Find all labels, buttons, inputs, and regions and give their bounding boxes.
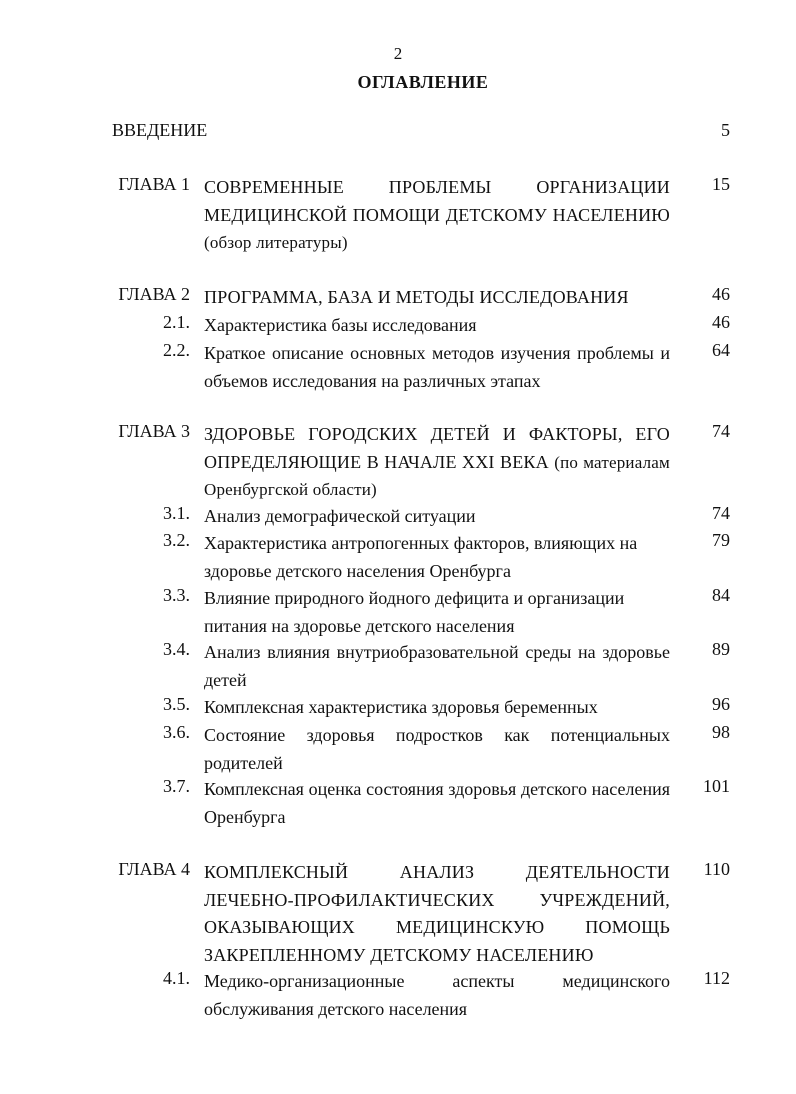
section-page: 84 xyxy=(712,585,730,605)
chapter-number: ГЛАВА 1 xyxy=(118,174,190,194)
chapter-title: КОМПЛЕКСНЫЙ АНАЛИЗ ДЕЯТЕЛЬНОСТИ ЛЕЧЕБНО-ПРОФИЛАКТИЧЕСКИХ УЧРЕЖДЕНИЙ, ОКАЗЫВАЮЩИХ МЕДИЦИНСКУЮ ПОМОЩЬ ЗАКРЕПЛЕННОМУ ДЕТСКОМУ НАСЕЛЕНИЮ xyxy=(204,862,670,965)
chapter-title xyxy=(204,421,670,504)
section-title: Влияние природного йодного дефицита и организации питания на здоровье детского населения xyxy=(204,588,625,636)
chapter-page: 46 xyxy=(712,284,730,304)
section-title: Краткое описание основных методов изучения проблемы и объемов исследования на различных этапах xyxy=(204,343,670,391)
section-page: 64 xyxy=(712,340,730,360)
section-title: Комплексная оценка состояния здоровья детского населения Оренбурга xyxy=(204,779,670,827)
section-number: 4.1. xyxy=(163,968,190,988)
section-page: 96 xyxy=(712,694,730,714)
chapter-title: ПРОГРАММА, БАЗА И МЕТОДЫ ИССЛЕДОВАНИЯ xyxy=(204,287,629,307)
chapter-title xyxy=(204,174,670,257)
chapter-page: 15 xyxy=(712,174,730,194)
page-number: 2 xyxy=(393,44,403,63)
section-number: 3.1. xyxy=(163,503,190,523)
section-page: 46 xyxy=(712,312,730,332)
chapter-number: ГЛАВА 2 xyxy=(118,284,190,304)
chapter-page: 110 xyxy=(703,859,730,879)
chapter-number: ГЛАВА 4 xyxy=(118,859,190,879)
section-title: Комплексная характеристика здоровья беременных xyxy=(204,697,598,717)
section-title: Характеристика базы исследования xyxy=(204,315,477,335)
section-title: Состояние здоровья подростков как потенциальных родителей xyxy=(204,725,670,773)
page-title: ОГЛАВЛЕНИЕ xyxy=(357,72,489,92)
section-title: Анализ влияния внутриобразовательной среды на здоровье детей xyxy=(204,642,670,690)
section-number: 3.6. xyxy=(163,722,190,742)
chapter-title-caps: ЗДОРОВЬЕ ГОРОДСКИХ ДЕТЕЙ И ФАКТОРЫ, ЕГО ОПРЕДЕЛЯЮЩИЕ В НАЧАЛЕ XXI ВЕКА xyxy=(204,424,670,472)
toc-intro-page: 5 xyxy=(721,120,730,140)
chapter-number: ГЛАВА 3 xyxy=(118,421,190,441)
chapter-page: 74 xyxy=(712,421,730,441)
chapter-title-caps: СОВРЕМЕННЫЕ ПРОБЛЕМЫ ОРГАНИЗАЦИИ МЕДИЦИНСКОЙ ПОМОЩИ ДЕТСКОМУ НАСЕЛЕНИЮ xyxy=(204,177,670,225)
section-page: 101 xyxy=(703,776,730,796)
section-number: 2.1. xyxy=(163,312,190,332)
section-title: Характеристика антропогенных факторов, влияющих на здоровье детского населения Оренбурга xyxy=(204,533,638,581)
section-page: 112 xyxy=(703,968,730,988)
section-number: 3.4. xyxy=(163,639,190,659)
section-number: 2.2. xyxy=(163,340,190,360)
section-page: 79 xyxy=(712,530,730,550)
chapter-title-note: (по материалам Оренбургской области) xyxy=(204,452,670,499)
section-number: 3.7. xyxy=(163,776,190,796)
section-number: 3.3. xyxy=(163,585,190,605)
section-page: 98 xyxy=(712,722,730,742)
toc-intro-label: ВВЕДЕНИЕ xyxy=(112,120,208,140)
section-title: Медико-организационные аспекты медицинского обслуживания детского населения xyxy=(204,971,670,1019)
chapter-title-note: (обзор литературы) xyxy=(204,233,348,252)
section-number: 3.2. xyxy=(163,530,190,550)
section-title: Анализ демографической ситуации xyxy=(204,506,476,526)
section-page: 89 xyxy=(712,639,730,659)
section-number: 3.5. xyxy=(163,694,190,714)
section-page: 74 xyxy=(712,503,730,523)
